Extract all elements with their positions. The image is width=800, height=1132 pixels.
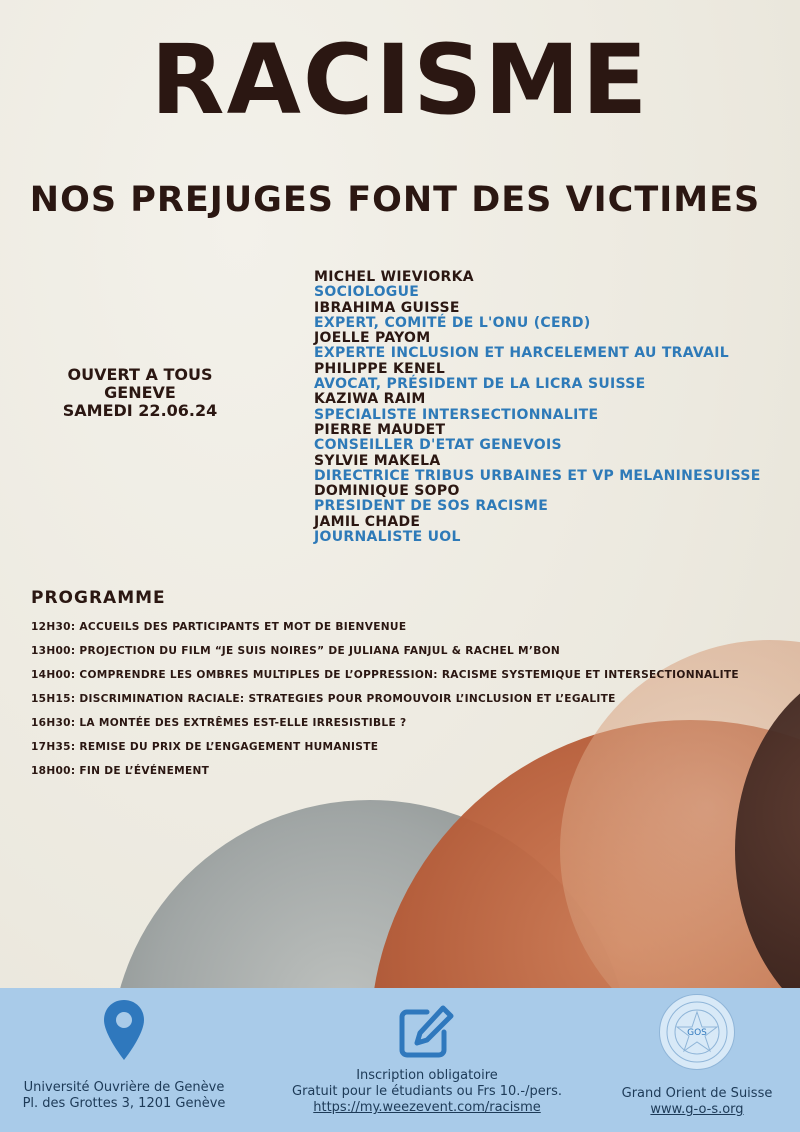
speaker-role: PRESIDENT DE SOS RACISME (314, 498, 549, 515)
speaker-role: SPECIALISTE INTERSECTIONNALITE (314, 406, 599, 423)
speaker-name: KAZIWA RAIM (314, 391, 426, 408)
venue-block (0, 998, 248, 1112)
speaker-role: CONSEILLER D'ETAT GENEVOIS (314, 437, 562, 454)
city-text: GENEVE (104, 383, 176, 402)
organizer-block (592, 994, 800, 1118)
registration-price-text: Gratuit pour le étudiants ou Frs 10.-/pers. (292, 1084, 562, 1099)
speaker-name: DOMINIQUE SOPO (314, 483, 460, 500)
footer-bar (0, 988, 800, 1132)
page-subtitle: NOS PREJUGES FONT DES VICTIMES (29, 180, 761, 220)
open-to-all-text: OUVERT A TOUS (67, 365, 213, 384)
speaker-role: AVOCAT, PRÉSIDENT DE LA LICRA SUISSE (314, 376, 646, 393)
location-pin-icon (101, 998, 147, 1064)
organizer-link[interactable]: www.g-o-s.org (650, 1102, 744, 1117)
speaker-list (314, 270, 761, 545)
programme-item: 12H30: ACCUEILS DES PARTICIPANTS ET MOT DE BIENVENUE (31, 621, 407, 633)
speaker-name: SYLVIE MAKELA (314, 452, 441, 469)
speaker-role: JOURNALISTE UOL (314, 529, 461, 546)
speaker-role: EXPERTE INCLUSION ET HARCELEMENT AU TRAVAIL (314, 345, 729, 362)
edit-form-icon (397, 1004, 457, 1060)
programme-item: 14H00: COMPRENDRE LES OMBRES MULTIPLES DE L’OPPRESSION: RACISME SYSTEMIQUE ET INTERSECTIONNALITE (31, 669, 739, 681)
speaker-name: IBRAHIMA GUISSE (314, 299, 460, 316)
page-title: RACISME (150, 24, 650, 136)
programme-title: PROGRAMME (31, 588, 166, 608)
programme-item: 17H35: REMISE DU PRIX DE L’ENGAGEMENT HUMANISTE (31, 741, 379, 753)
programme-item: 16H30: LA MONTÉE DES EXTRÊMES EST-ELLE IRRESISTIBLE ? (31, 717, 407, 729)
speaker-name: PIERRE MAUDET (314, 421, 446, 438)
organizer-logo (659, 994, 735, 1070)
venue-address: Pl. des Grottes 3, 1201 Genève (22, 1096, 226, 1111)
logo-text: GOS (687, 1028, 707, 1038)
programme-item: 18H00: FIN DE L’ÉVÉNEMENT (31, 765, 210, 777)
speaker-name: PHILIPPE KENEL (314, 360, 446, 377)
organizer-name: Grand Orient de Suisse (621, 1086, 773, 1101)
speaker-name: JAMIL CHADE (314, 513, 421, 530)
speaker-role: DIRECTRICE TRIBUS URBAINES ET VP MELANINESUISSE (314, 467, 761, 484)
programme-list (31, 620, 739, 788)
event-info (40, 366, 240, 420)
date-text: SAMEDI 22.06.24 (62, 401, 218, 420)
speaker-name: JOELLE PAYOM (314, 330, 431, 347)
speaker-name: MICHEL WIEVIORKA (314, 269, 474, 285)
registration-block (262, 1004, 592, 1116)
programme-item: 15H15: DISCRIMINATION RACIALE: STRATEGIES POUR PROMOUVOIR L’INCLUSION ET L’EGALITE (31, 693, 616, 705)
registration-link[interactable]: https://my.weezevent.com/racisme (313, 1100, 541, 1115)
speaker-role: EXPERT, COMITÉ DE L'ONU (CERD) (314, 314, 591, 331)
programme-item: 13H00: PROJECTION DU FILM “JE SUIS NOIRES” DE JULIANA FANJUL & RACHEL M’BON (31, 645, 561, 657)
speaker-role: SOCIOLOGUE (314, 284, 420, 301)
venue-name: Université Ouvrière de Genève (23, 1080, 225, 1095)
registration-required-text: Inscription obligatoire (356, 1068, 498, 1083)
